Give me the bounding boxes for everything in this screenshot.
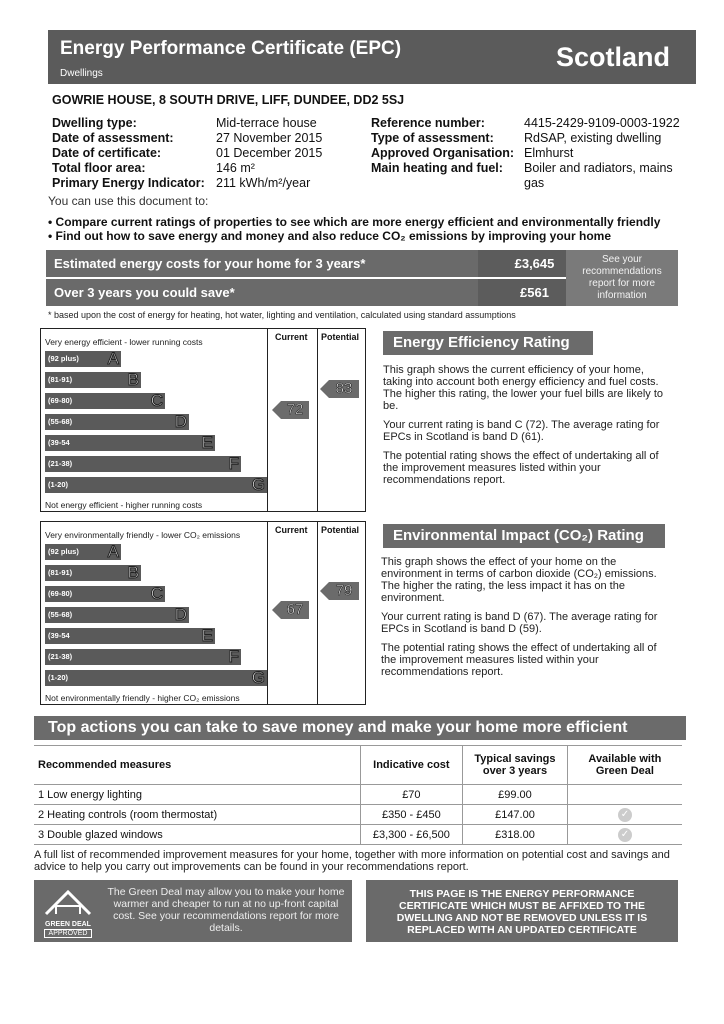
savings-label: Over 3 years you could save*	[54, 285, 235, 300]
rating-band-g	[45, 670, 267, 686]
recommendations-table	[34, 745, 682, 845]
assessment-date-value: 27 November 2015	[216, 131, 323, 145]
cost-header: Indicative cost	[360, 746, 463, 785]
savings-cell: £147.00	[463, 805, 568, 825]
rating-band-a	[45, 351, 121, 367]
band-range: (39-54	[48, 631, 70, 640]
green-deal-cell	[567, 805, 682, 825]
green-deal-box	[34, 880, 352, 942]
band-letter: B	[127, 563, 139, 582]
green-deal-logo-text-1: GREEN DEAL	[45, 921, 91, 928]
energy-costs-row	[46, 250, 591, 277]
table-row	[34, 785, 682, 805]
energy-efficiency-graph	[40, 328, 366, 512]
graph-bottom-label: Not energy efficient - higher running costs	[45, 500, 203, 510]
certificate-date-label: Date of certificate:	[52, 146, 162, 160]
cost-cell: £350 - £450	[360, 805, 463, 825]
rating-band-a	[45, 544, 121, 560]
graph-divider	[317, 522, 318, 704]
rating-band-f	[45, 649, 241, 665]
heating-fuel-value: Boiler and radiators, mains gas	[524, 161, 673, 190]
approved-org-label: Approved Organisation:	[371, 146, 515, 160]
band-letter: E	[201, 433, 213, 452]
green-deal-cell	[567, 785, 682, 805]
heating-fuel-label: Main heating and fuel:	[371, 161, 503, 175]
current-column-header: Current	[275, 525, 308, 535]
graph-divider	[317, 329, 318, 511]
energy-rating-p1: This graph shows the current efficiency of your home, taking into account both energy efficiency and fuel costs. The higher this rating, the lower your fuel bills are likely to be.	[383, 364, 664, 412]
graph-divider	[267, 522, 268, 704]
current-rating-marker: 72	[281, 401, 309, 419]
green-deal-logo-icon	[40, 886, 96, 936]
property-address: GOWRIE HOUSE, 8 SOUTH DRIVE, LIFF, DUNDEE, DD2 5SJ	[52, 93, 405, 107]
energy-costs-label: Estimated energy costs for your home for 3 years*	[54, 256, 366, 271]
band-letter: C	[150, 584, 163, 603]
see-recommendations-text: See your recommendations report for more information	[582, 254, 662, 301]
primary-energy-value: 211 kWh/m²/year	[216, 176, 311, 190]
potential-rating-marker: 79	[329, 582, 359, 600]
affix-warning-text: THIS PAGE IS THE ENERGY PERFORMANCE CERTIFICATE WHICH MUST BE AFFIXED TO THE DWELLING AND NOT BE REMOVED UNLESS IT IS REPLACED WITH AN UPDATED CERTIFICATE	[396, 888, 648, 936]
costs-footnote: * based upon the cost of energy for heating, hot water, lighting and ventilation, calculated using standard assumptions	[48, 310, 516, 320]
details-right-values	[524, 116, 684, 191]
cost-cell: £3,300 - £6,500	[360, 825, 463, 845]
band-range: (55-68)	[48, 417, 73, 426]
energy-rating-heading: Energy Efficiency Rating	[383, 331, 593, 355]
env-rating-p1: This graph shows the effect of your home on the environment in terms of carbon dioxide (CO₂) emissions. The higher the rating, the less impact it has on the environment.	[381, 556, 657, 604]
top-actions-heading: Top actions you can take to save money and make your home more efficient	[34, 716, 686, 740]
potential-rating-marker: 83	[329, 380, 359, 398]
details-left-values	[216, 116, 356, 191]
approved-org-value: Elmhurst	[524, 146, 574, 160]
certificate-title: Energy Performance Certificate (EPC)	[60, 38, 402, 59]
band-range: (55-68)	[48, 610, 73, 619]
band-letter: G	[251, 475, 265, 494]
env-rating-p3: The potential rating shows the effect of undertaking all of the improvement measures listed within your recommendations report.	[381, 642, 657, 678]
region-label: Scotland	[555, 42, 670, 72]
certificate-subtitle: Dwellings	[60, 68, 103, 79]
band-range: (1-20)	[48, 480, 69, 489]
band-range: (92 plus)	[48, 354, 79, 363]
green-deal-header: Available with Green Deal	[567, 746, 682, 785]
check-icon: ✓	[618, 808, 632, 822]
band-range: (81-91)	[48, 375, 73, 384]
rating-band-c	[45, 393, 165, 409]
energy-rating-text	[383, 364, 673, 486]
band-range: (21-38)	[48, 459, 73, 468]
bullet-1: • Compare current ratings of properties to see which are more energy efficient and environmentally friendly	[48, 215, 661, 229]
env-rating-p2: Your current rating is band D (67). The average rating for EPCs in Scotland is band D (59).	[381, 611, 658, 635]
band-letter: B	[127, 370, 139, 389]
band-letter: D	[174, 605, 187, 624]
band-letter: C	[150, 391, 163, 410]
cost-cell: £70	[360, 785, 463, 805]
savings-row	[46, 279, 591, 306]
epc-header-banner	[48, 30, 696, 84]
rating-band-b	[45, 565, 141, 581]
assessment-type-value: RdSAP, existing dwelling	[524, 131, 662, 145]
rating-band-d	[45, 607, 189, 623]
measures-header: Recommended measures	[34, 746, 360, 785]
assessment-date-label: Date of assessment:	[52, 131, 174, 145]
env-rating-text	[381, 556, 673, 678]
dwelling-type-value: Mid-terrace house	[216, 116, 317, 130]
potential-column-header: Potential	[321, 525, 360, 535]
band-range: (69-80)	[48, 589, 73, 598]
measure-cell: 2 Heating controls (room thermostat)	[34, 805, 360, 825]
primary-energy-label: Primary Energy Indicator:	[52, 176, 205, 190]
rating-band-g	[45, 477, 267, 493]
reference-number-label: Reference number:	[371, 116, 485, 130]
band-range: (69-80)	[48, 396, 73, 405]
measure-cell: 1 Low energy lighting	[34, 785, 360, 805]
graph-top-label: Very environmentally friendly - lower CO₂ emissions	[45, 530, 241, 540]
use-note: You can use this document to:	[48, 194, 209, 208]
green-deal-text: The Green Deal may allow you to make your home warmer and cheaper to run at no up-front capital cost. See your recommendations report for more details.	[107, 886, 345, 934]
savings-value: £561	[478, 279, 591, 306]
environmental-impact-graph	[40, 521, 366, 705]
table-row	[34, 825, 682, 845]
rating-band-f	[45, 456, 241, 472]
rating-band-d	[45, 414, 189, 430]
rating-band-c	[45, 586, 165, 602]
band-letter: A	[107, 542, 119, 561]
graph-bottom-label: Not environmentally friendly - higher CO₂ emissions	[45, 693, 240, 703]
bullet-2-text: Find out how to save energy and money and also reduce CO₂ emissions by improving your home	[55, 229, 611, 243]
band-range: (21-38)	[48, 652, 73, 661]
bullet-2: • Find out how to save energy and money and also reduce CO₂ emissions by improving your home	[48, 229, 611, 243]
band-letter: G	[251, 668, 265, 687]
affix-warning-box	[366, 880, 678, 942]
band-letter: A	[107, 349, 119, 368]
current-column-header: Current	[275, 332, 308, 342]
details-left-labels	[52, 116, 222, 191]
env-rating-heading: Environmental Impact (CO₂) Rating	[383, 524, 665, 548]
band-range: (81-91)	[48, 568, 73, 577]
full-list-note: A full list of recommended improvement measures for your home, together with more information on potential cost and savings and advice to help you carry out improvements can be found in your recommendations report.	[34, 849, 670, 873]
bullet-1-text: Compare current ratings of properties to see which are more energy efficient and environmentally friendly	[55, 215, 661, 229]
rating-band-e	[45, 628, 215, 644]
savings-header: Typical savings over 3 years	[463, 746, 568, 785]
savings-cell: £318.00	[463, 825, 568, 845]
dwelling-type-label: Dwelling type:	[52, 116, 137, 130]
graph-top-label: Very energy efficient - lower running costs	[45, 337, 203, 347]
details-right-labels	[371, 116, 526, 176]
table-row	[34, 805, 682, 825]
green-deal-logo-text-2: APPROVED	[44, 929, 92, 938]
savings-cell: £99.00	[463, 785, 568, 805]
measure-cell: 3 Double glazed windows	[34, 825, 360, 845]
graph-divider	[267, 329, 268, 511]
certificate-date-value: 01 December 2015	[216, 146, 323, 160]
band-letter: E	[201, 626, 213, 645]
table-header-row	[34, 746, 682, 785]
energy-rating-p2: Your current rating is band C (72). The average rating for EPCs in Scotland is band D (61).	[383, 419, 660, 443]
rating-band-e	[45, 435, 215, 451]
energy-rating-p3: The potential rating shows the effect of undertaking all of the improvement measures listed within your recommendations report.	[383, 450, 659, 486]
energy-costs-value: £3,645	[478, 250, 591, 277]
potential-column-header: Potential	[321, 332, 360, 342]
band-range: (39-54	[48, 438, 70, 447]
band-range: (92 plus)	[48, 547, 79, 556]
reference-number-value: 4415-2429-9109-0003-1922	[524, 116, 680, 130]
band-letter: D	[174, 412, 187, 431]
band-letter: F	[228, 647, 239, 666]
see-recommendations-note	[566, 250, 678, 306]
floor-area-label: Total floor area:	[52, 161, 146, 175]
floor-area-value: 146 m²	[216, 161, 255, 175]
rating-band-b	[45, 372, 141, 388]
check-icon: ✓	[618, 828, 632, 842]
green-deal-cell	[567, 825, 682, 845]
band-range: (1-20)	[48, 673, 69, 682]
current-rating-marker: 67	[281, 601, 309, 619]
assessment-type-label: Type of assessment:	[371, 131, 494, 145]
band-letter: F	[228, 454, 239, 473]
